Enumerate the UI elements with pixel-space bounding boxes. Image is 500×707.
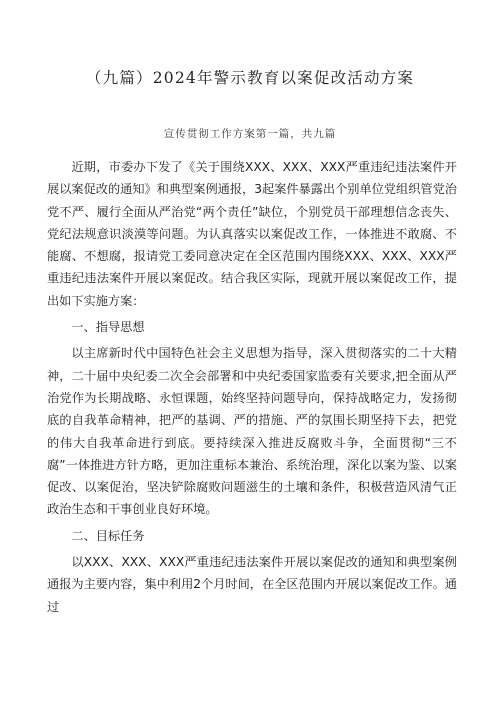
section-heading-guiding-ideology: 一、指导思想 [71, 320, 145, 335]
document-subtitle: 宣传贯彻工作方案第一篇，共九篇 [163, 128, 337, 140]
document-body [47, 156, 457, 618]
guiding-ideology-paragraph: 以主席新时代中国特色社会主义思想为指导，深入贯彻落实的二十大精神，二十届中央纪委二次全会部署和中央纪委国家监委有关要求,把全面从严治党作为长期战略、永恒课题，始终坚持问题导向，保持战略定力，发扬彻底的自我革命精神，把严的基调、严的措施、严的氛围长期坚持下去，把党的伟大自我革命进行到底。要持续深入推进反腐败斗争，全面贯彻“三不腐”一体推进方针方略，更加注重标本兼治、系统治理，深化以案为鉴、以案促改、以案促治，坚决铲除腐败问题滋生的土壤和条件，积极营造风清气正政治生态和干事创业良好环境。 [47, 346, 457, 517]
section-heading-goals-tasks: 二、目标任务 [71, 528, 145, 543]
goals-tasks-paragraph: 以XXX、XXX、XXX严重违纪违法案件开展以案促改的通知和典型案例通报为主要内容，集中利用2个月时间，在全区范围内开展以案促改工作。通过 [47, 555, 457, 614]
intro-paragraph: 近期，市委办下发了《关于围绕XXX、XXX、XXX严重违纪违法案件开展以案促改的通知》和典型案例通报，3起案件暴露出个别单位党组织管党治党不严、履行全面从严治党“两个责任”缺位，个别党员干部理想信念丧失、党纪法规意识淡漠等问题。为认真落实以案促改工作，一体推进不敢腐、不能腐、不想腐，报请党工委同意决定在全区范围内围绕XXX、XXX、XXX严重违纪违法案件开展以案促改。结合我区实际，现就开展以案促改工作，提出如下实施方案： [47, 160, 457, 308]
document-title: （九篇）2024年警示教育以案促改活动方案 [85, 69, 415, 87]
